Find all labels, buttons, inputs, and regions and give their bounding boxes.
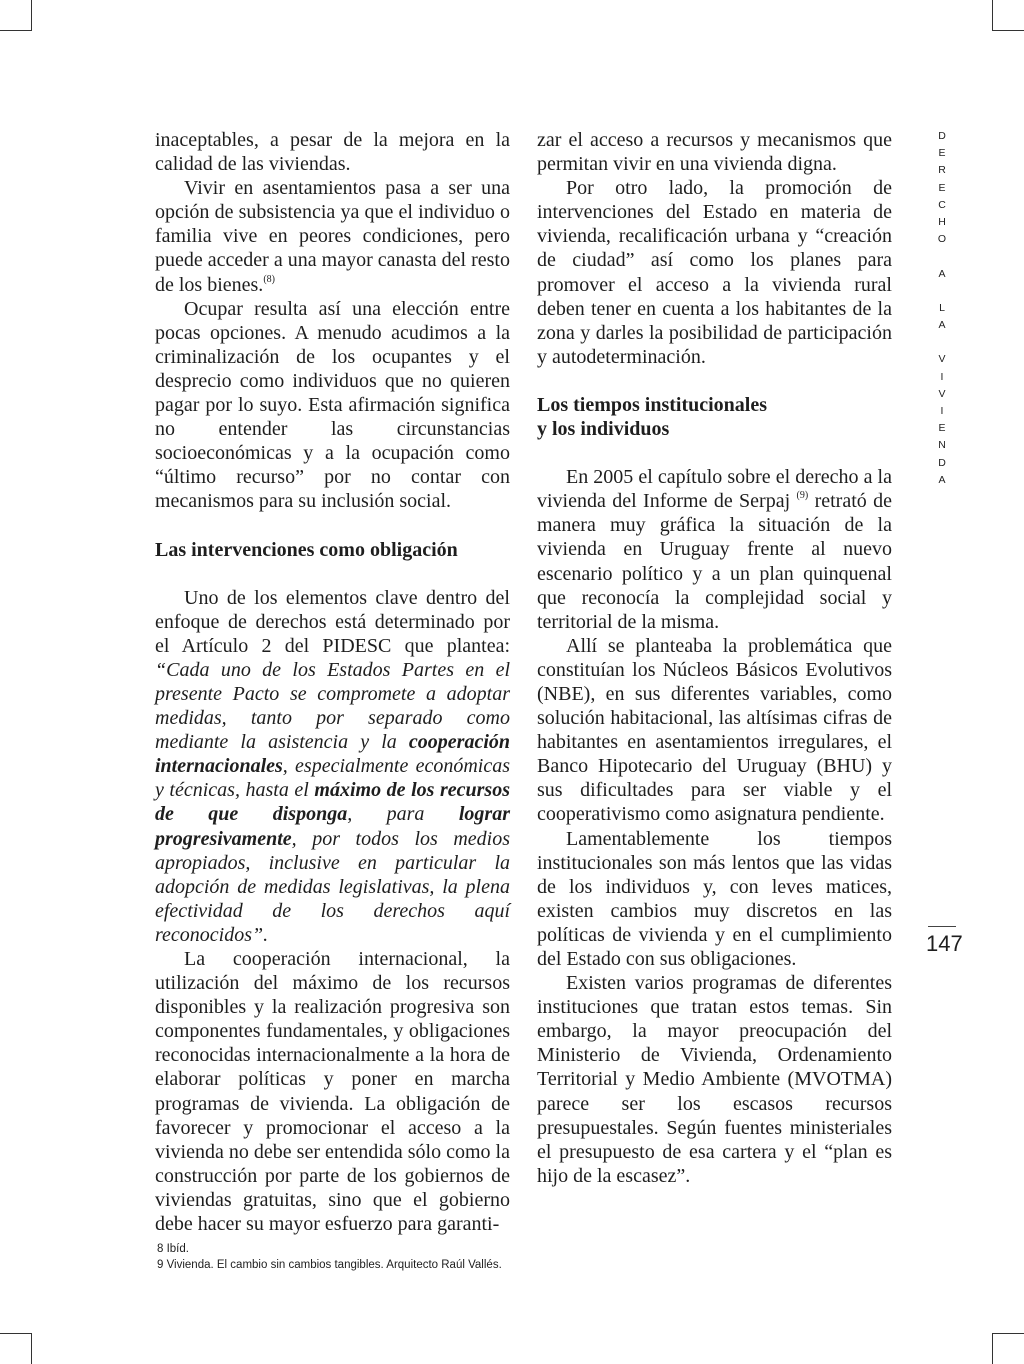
emphasis-text: máximo de los recursos de que disponga <box>155 779 510 826</box>
crop-mark <box>992 1334 993 1364</box>
running-header-letter: E <box>938 422 946 435</box>
paragraph-text: retrató de manera muy gráfica la situación de la vivienda en Uruguay frente al nuevo escenario político y a un plan quinquenal que reconocía la complejidad social y territorial de la misma. <box>537 490 892 633</box>
quote-text: “Cada uno de los Estados Partes en el presente Pacto se compromete a adoptar medidas, tanto por separado como mediante la asistencia y la <box>155 658 510 754</box>
section-heading: Las intervenciones como obligación <box>155 538 458 561</box>
footnotes <box>157 1241 502 1273</box>
paragraph-text: En 2005 el capítulo sobre el derecho a la vivienda del Informe de Serpaj <box>537 466 892 513</box>
section-heading <box>537 393 892 441</box>
paragraph-text: Uno de los elementos clave dentro del enfoque de derechos está determinado por el Artículo 2 del PIDESC que plantea: <box>155 586 510 657</box>
running-header-letter: V <box>938 387 946 400</box>
quote-text: , para <box>347 803 459 826</box>
crop-mark <box>0 30 32 31</box>
paragraph <box>537 465 892 634</box>
page-number-rule <box>928 926 956 927</box>
emphasis-text: cooperación internacionales <box>155 731 510 778</box>
paragraph-quote <box>155 586 510 947</box>
running-header-letter: A <box>938 319 946 332</box>
footnote-ref-8[interactable]: (8) <box>263 273 275 285</box>
running-header-letter: H <box>938 215 946 228</box>
running-header-letter: L <box>939 301 945 314</box>
running-header-letter: R <box>938 164 946 177</box>
paragraph: Allí se planteaba la problemática que constituían los Núcleos Básicos Evolutivos (NBE), en sus diferentes variables, como solución habitacional, las altísimas cifras de habitantes en asentamientos irregulares, el Banco Hipotecario del Uruguay (BHU) y sus dificultades para ser viable y el cooperativismo como asignatura pendiente. <box>537 634 892 826</box>
crop-mark <box>31 0 32 30</box>
running-header-letter: C <box>938 198 946 211</box>
running-header-letter <box>930 336 954 353</box>
footnote-ref-9[interactable]: (9) <box>796 490 809 502</box>
page-number: 147 <box>926 931 963 956</box>
paragraph: Por otro lado, la promoción de intervenciones del Estado en materia de vivienda, recalificación urbana y “creación de ciudad” así como los planes para promover el acceso a la vivienda rural deben tener en cuenta a los habitantes de la zona y darles la posibilidad de participación y autodeterminación. <box>537 177 892 368</box>
heading-line: y los individuos <box>537 418 670 441</box>
running-header-letter: O <box>937 233 947 246</box>
paragraph: Ocupar resulta así una elección entre pocas opciones. A menudo acudimos a la criminalización de los ocupantes y el desprecio como individuos que no quieren pagar por lo suyo. Esta afirmación significa no entender las circunstancias socioeconómicas y a la ocupación como “último recurso” por no contar con mecanismos para su inclusión social. <box>155 297 510 513</box>
running-header-letter <box>930 285 954 302</box>
quote-text: , especialmente económicas y técnicas, hasta el <box>155 755 510 802</box>
running-header-letter: D <box>938 456 946 469</box>
emphasis-text: lograr progresivamente <box>155 803 510 850</box>
running-header-letter: A <box>938 267 946 280</box>
left-column <box>155 128 510 1236</box>
running-header-letter <box>930 250 954 267</box>
paragraph <box>155 176 510 296</box>
paragraph: Existen varios programas de diferentes instituciones que tratan estos temas. Sin embargo, la mayor preocupación del Ministerio de Vivienda, Ordenamiento Territorial y Medio Ambiente (MVOTMA) parece ser los escasos recursos presupuestales. Según fuentes ministeriales el presupuesto de esa cartera y el “plan es hijo de la escasez”. <box>537 972 892 1187</box>
paragraph: zar el acceso a recursos y mecanismos que permitan vivir en una vivienda digna. <box>537 129 892 176</box>
paragraph: La cooperación internacional, la utilización del máximo de los recursos disponibles y la realización progresiva son componentes fundamentales, y obligaciones reconocidas internacionalmente a la hora de elaborar políticas y poner en marcha programas de vivienda. La obligación de favorecer y promocionar el acceso a la vivienda no debe ser entendida sólo como la construcción por parte de los gobiernos de viviendas gratuitas, sino que el gobierno debe hacer su mayor esfuerzo para garanti- <box>155 948 510 1236</box>
paragraph-text: Vivir en asentamientos pasa a ser una opción de subsistencia ya que el individuo o familia vive en peores condiciones, pero puede acceder a una mayor canasta del resto de los bienes. <box>155 177 510 296</box>
running-header-letter: E <box>938 181 946 194</box>
paragraph: inaceptables, a pesar de la mejora en la calidad de las viviendas. <box>155 129 510 176</box>
footnote: 9 Vivienda. El cambio sin cambios tangibles. Arquitecto Raúl Vallés. <box>157 1259 502 1271</box>
running-header-letter: N <box>938 439 946 452</box>
running-header-letter: I <box>940 370 944 383</box>
paragraph: Lamentablemente los tiempos institucionales son más lentos que las vidas de los individuos y, con leves matices, existen cambios muy discretos en las políticas de vivienda y en el cumplimiento del Estado con sus obligaciones. <box>537 827 892 970</box>
quote-text: , por todos los medios apropiados, inclusive en particular la adopción de medidas legislativas, la plena efectividad de los derechos aquí reconocidos”. <box>155 827 510 946</box>
crop-mark <box>992 30 1024 31</box>
crop-mark <box>0 1333 32 1334</box>
running-header-letter: V <box>938 353 946 366</box>
running-header-letter: D <box>938 130 946 142</box>
right-column <box>537 128 892 1188</box>
footnote: 8 Ibíd. <box>157 1243 189 1255</box>
heading-line: Los tiempos institucionales <box>537 393 768 416</box>
running-header-vertical <box>930 130 954 491</box>
running-header-letter: E <box>938 147 946 160</box>
crop-mark <box>31 1334 32 1364</box>
crop-mark <box>992 0 993 30</box>
running-header-letter: I <box>940 405 944 417</box>
crop-mark <box>992 1333 1024 1334</box>
running-header-letter: A <box>938 473 946 486</box>
